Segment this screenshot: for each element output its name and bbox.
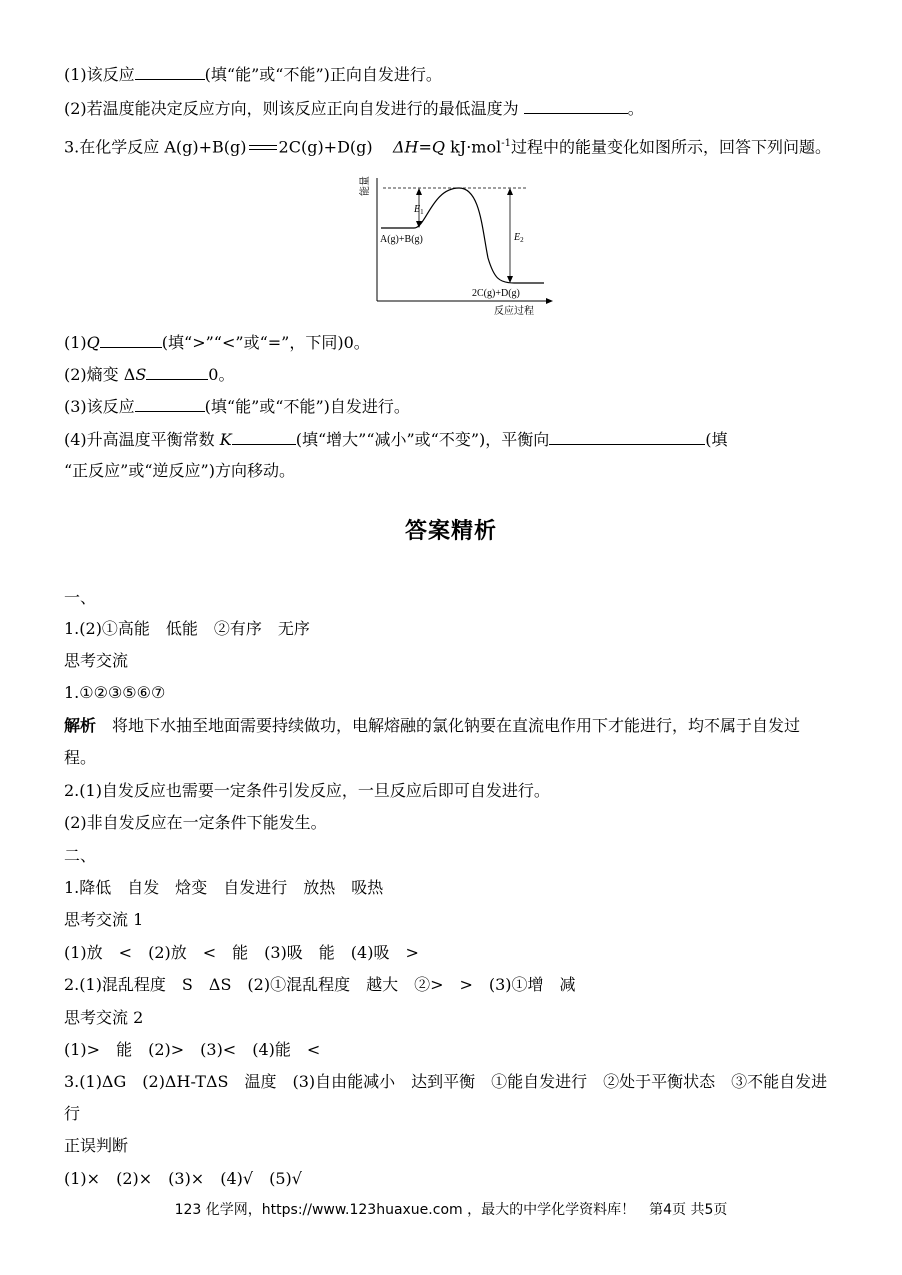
answer-blank — [524, 98, 628, 114]
analysis-label: 解析 — [64, 716, 97, 735]
analysis-line: 解析 将地下水抽至地面需要持续做功，电解熔融的氯化钠要在直流电作用下才能进行，均不属于自发过 — [64, 716, 801, 735]
answer-line: 1.降低 自发 焓变 自发进行 放热 吸热 — [64, 878, 384, 897]
question-3: 3.在化学反应 A(g)+B(g) 2C(g)+D(g) ΔH=Q kJ·mol$^{-1}$过程中的能量变化如图所示，回答下列问题。 — [64, 137, 831, 157]
answer-line: (2)非自发反应在一定条件下能发生。 — [64, 813, 327, 832]
question-3-2: (2)熵变 ΔS 0。 — [64, 365, 235, 384]
answer-line: 2.(1)自发反应也需要一定条件引发反应，一旦反应后即可自发进行。 — [64, 781, 550, 800]
question-2-1: (1)该反应 (填“能”或“不能”)正向自发进行。 — [64, 65, 442, 84]
page-footer: 123 化学网，https://www.123huaxue.com ，最大的中学化学资料库！ 第4页 共5页 — [174, 1202, 728, 1218]
x-axis-label: 反应过程 — [494, 306, 534, 317]
analysis-line-cont: 程。 — [64, 748, 97, 767]
x-axis-arrow — [546, 298, 553, 304]
e2-label: $E_2$ — [514, 232, 524, 244]
equilibrium-sign — [249, 144, 277, 152]
question-2-2: (2)若温度能决定反应方向，则该反应正向自发进行的最低温度为 。 — [64, 99, 644, 118]
answer-blank — [100, 332, 162, 348]
answer-line: 1.(2)①高能 低能 ②有序 无序 — [64, 619, 310, 638]
answer-blank — [135, 396, 205, 412]
question-3-4-cont: “正反应”或“逆反应”)方向移动。 — [64, 461, 295, 480]
e1-label: $E_1$ — [414, 204, 424, 216]
question-3-4: (4)升高温度平衡常数 K (填“增大”“减小”或“不变”)，平衡向 (填 — [64, 430, 728, 449]
answer-line: 1.①②③⑤⑥⑦ — [64, 683, 166, 702]
answer-line: 思考交流 1 — [64, 910, 144, 929]
answer-line: (1)× (2)× (3)× (4)√ (5)√ — [64, 1169, 302, 1188]
answers-title: 答案精析 — [404, 518, 497, 544]
answer-line: 一、 — [64, 588, 97, 607]
answer-line: 2.(1)混乱程度 S ΔS (2)①混乱程度 越大 ②> > (3)①增 减 — [64, 975, 576, 994]
answer-line: 行 — [64, 1104, 81, 1123]
question-3-3: (3)该反应 (填“能”或“不能”)自发进行。 — [64, 397, 410, 416]
answer-line: 思考交流 — [64, 651, 129, 670]
answer-line: (1)> 能 (2)> (3)< (4)能 < — [64, 1040, 321, 1059]
answer-line: (1)放 < (2)放 < 能 (3)吸 能 (4)吸 > — [64, 943, 419, 962]
energy-diagram — [354, 168, 554, 320]
y-axis-label: 能量 — [360, 176, 371, 196]
answer-blank — [135, 64, 205, 80]
answer-blank — [146, 364, 208, 380]
answer-line: 正误判断 — [64, 1136, 129, 1155]
e2-arrowhead-bottom — [507, 276, 513, 283]
answer-blank — [232, 429, 296, 445]
e2-arrowhead-top — [507, 188, 513, 195]
answer-line: 二、 — [64, 846, 97, 865]
answer-line: 3.(1)ΔG (2)ΔH-TΔS 温度 (3)自由能减小 达到平衡 ①能自发进行 ②处于平衡状态 ③不能自发进 — [64, 1072, 828, 1091]
question-3-1: (1)Q (填“>”“<”或“=”，下同)0。 — [64, 333, 370, 352]
products-label: 2C(g)+D(g) — [472, 288, 520, 299]
answer-blank — [549, 429, 705, 445]
e1-arrowhead-top — [416, 188, 422, 195]
answer-line: 思考交流 2 — [64, 1008, 144, 1027]
reactants-label: A(g)+B(g) — [380, 234, 423, 245]
